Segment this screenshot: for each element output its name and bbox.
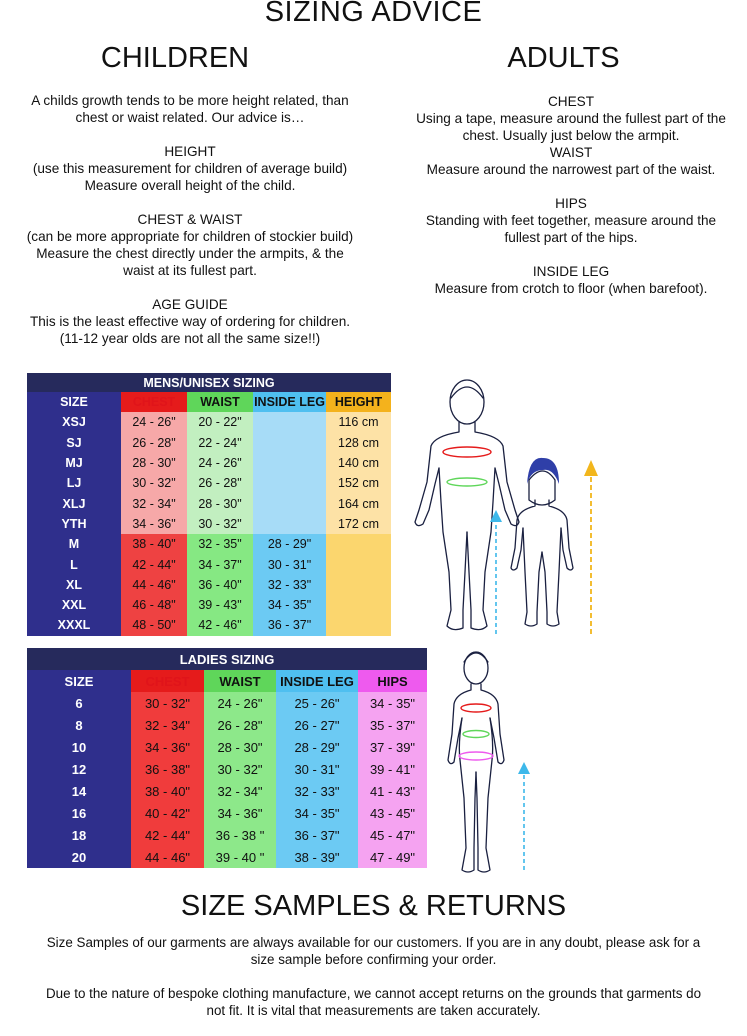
col-header-waist: WAIST [204, 670, 276, 692]
table-cell: M [27, 534, 121, 554]
table-row [27, 714, 427, 736]
table-cell: 24 - 26" [121, 412, 187, 432]
table-cell [253, 433, 326, 453]
table-cell: 28 - 29" [276, 736, 358, 758]
table-cell: 140 cm [326, 453, 391, 473]
table-row [27, 802, 427, 824]
table-cell: 26 - 27" [276, 714, 358, 736]
table-cell: 28 - 29" [253, 534, 326, 554]
table-cell: 26 - 28" [187, 473, 253, 493]
table-cell: 32 - 33" [253, 575, 326, 595]
table-cell: 32 - 33" [276, 780, 358, 802]
table-cell: XXXL [27, 615, 121, 635]
table-row [27, 554, 391, 574]
table-row [27, 736, 427, 758]
returns-line: size sample before confirming your order. [250, 952, 497, 967]
table-row [27, 758, 427, 780]
col-header-chest: CHEST [121, 392, 187, 412]
mens-table-caption: MENS/UNISEX SIZING [27, 373, 391, 392]
table-cell: 42 - 44" [121, 554, 187, 574]
table-row [27, 412, 391, 432]
table-cell: 46 - 48" [121, 595, 187, 615]
table-row [27, 615, 391, 635]
table-cell: 30 - 32" [131, 692, 204, 714]
adult-and-child-figure-illustration [405, 372, 605, 640]
table-row [27, 473, 391, 493]
section-line: Measure from crotch to floor (when barefoot). [434, 281, 708, 296]
table-cell [326, 575, 391, 595]
col-header-size: SIZE [27, 670, 131, 692]
table-row [27, 780, 427, 802]
table-row [27, 493, 391, 513]
returns-heading: SIZE SAMPLES & RETURNS [180, 890, 567, 922]
section-heading: CHEST & WAIST [137, 212, 243, 227]
adults-inside-leg-section [395, 263, 747, 297]
table-row [27, 433, 391, 453]
table-cell: 39 - 43" [187, 595, 253, 615]
section-line: fullest part of the hips. [504, 230, 638, 245]
section-heading: CHEST [547, 94, 595, 109]
table-cell: 41 - 43" [358, 780, 427, 802]
table-cell: 20 [27, 846, 131, 868]
table-cell: 38 - 40" [131, 780, 204, 802]
table-cell: 24 - 26" [187, 453, 253, 473]
female-hips-ring-shape [459, 752, 493, 760]
table-cell: 35 - 37" [358, 714, 427, 736]
table-cell: 36 - 38" [131, 758, 204, 780]
table-cell: YTH [27, 514, 121, 534]
table-cell: XXL [27, 595, 121, 615]
table-cell: 34 - 35" [253, 595, 326, 615]
section-line: (can be more appropriate for children of stockier build) [26, 229, 354, 244]
table-cell: XLJ [27, 493, 121, 513]
table-cell: 36 - 37" [276, 824, 358, 846]
section-line: (11-12 year olds are not all the same size!!) [59, 331, 321, 346]
table-cell: 36 - 38 " [204, 824, 276, 846]
adults-advice [395, 93, 747, 297]
col-header-inside-leg: INSIDE LEG [253, 392, 326, 412]
table-cell: 32 - 34" [204, 780, 276, 802]
table-cell: 128 cm [326, 433, 391, 453]
table-row [27, 846, 427, 868]
table-cell: 39 - 40 " [204, 846, 276, 868]
table-row [27, 595, 391, 615]
table-cell: 44 - 46" [131, 846, 204, 868]
table-cell [253, 453, 326, 473]
table-cell: 26 - 28" [204, 714, 276, 736]
table-cell: 34 - 37" [187, 554, 253, 574]
table-cell: 116 cm [326, 412, 391, 432]
table-cell: 32 - 34" [121, 493, 187, 513]
table-row [27, 824, 427, 846]
table-row [27, 575, 391, 595]
table-cell [326, 534, 391, 554]
children-chest-waist-section [0, 211, 380, 279]
returns-text [0, 934, 747, 1036]
returns-line: not fit. It is vital that measurements are taken accurately. [206, 1003, 541, 1018]
table-cell: 14 [27, 780, 131, 802]
section-line: chest. Usually just below the armpit. [462, 128, 680, 143]
table-cell: 34 - 35" [358, 692, 427, 714]
table-cell: 30 - 32" [204, 758, 276, 780]
children-advice [0, 92, 380, 347]
table-cell: 42 - 46" [187, 615, 253, 635]
intro-line: chest or waist related. Our advice is… [75, 110, 305, 125]
table-cell: 10 [27, 736, 131, 758]
table-cell: 44 - 46" [121, 575, 187, 595]
table-cell: XSJ [27, 412, 121, 432]
table-cell: 47 - 49" [358, 846, 427, 868]
table-cell: 38 - 40" [121, 534, 187, 554]
mens-sizing-table [27, 373, 391, 636]
table-cell: 32 - 35" [187, 534, 253, 554]
adults-heading: ADULTS [507, 42, 620, 74]
table-cell: 16 [27, 802, 131, 824]
female-figure-illustration [440, 648, 540, 878]
table-cell: 8 [27, 714, 131, 736]
table-cell: 12 [27, 758, 131, 780]
children-height-section [0, 143, 380, 194]
table-cell: 30 - 32" [121, 473, 187, 493]
section-heading: AGE GUIDE [152, 297, 228, 312]
ladies-sizing-table [27, 648, 427, 868]
adults-chest-section [395, 93, 747, 144]
returns-line: Size Samples of our garments are always available for our customers. If you are in any doubt, please ask for a [46, 935, 701, 950]
table-cell: 30 - 32" [187, 514, 253, 534]
section-line: Measure overall height of the child. [84, 178, 296, 193]
table-cell: 32 - 34" [131, 714, 204, 736]
section-line: waist at its fullest part. [123, 263, 257, 278]
col-header-height: HEIGHT [326, 392, 391, 412]
returns-paragraph [0, 985, 747, 1019]
female-inside-leg-arrow-head [518, 762, 530, 774]
col-header-hips: HIPS [358, 670, 427, 692]
table-cell [253, 473, 326, 493]
table-cell: 28 - 30" [187, 493, 253, 513]
ladies-table-body [27, 692, 427, 868]
table-cell: 39 - 41" [358, 758, 427, 780]
table-cell: 25 - 26" [276, 692, 358, 714]
section-heading: HEIGHT [164, 144, 216, 159]
intro-line: A childs growth tends to be more height related, than [31, 93, 349, 108]
table-cell [326, 595, 391, 615]
returns-paragraph [0, 934, 747, 968]
table-row [27, 453, 391, 473]
table-cell: 30 - 31" [276, 758, 358, 780]
adults-hips-section [395, 195, 747, 246]
table-cell: 164 cm [326, 493, 391, 513]
table-cell: 28 - 30" [204, 736, 276, 758]
section-heading: INSIDE LEG [532, 264, 610, 279]
table-cell: 172 cm [326, 514, 391, 534]
table-cell: 37 - 39" [358, 736, 427, 758]
table-cell: 34 - 35" [276, 802, 358, 824]
table-cell: 40 - 42" [131, 802, 204, 824]
children-intro [0, 92, 380, 126]
table-cell: 24 - 26" [204, 692, 276, 714]
table-cell: 20 - 22" [187, 412, 253, 432]
table-cell: 42 - 44" [131, 824, 204, 846]
table-cell: 38 - 39" [276, 846, 358, 868]
section-line: Measure the chest directly under the armpits, & the [36, 246, 344, 261]
table-cell [326, 615, 391, 635]
adults-waist-section [395, 144, 747, 178]
table-cell: 22 - 24" [187, 433, 253, 453]
table-row [27, 692, 427, 714]
section-heading: HIPS [555, 196, 587, 211]
table-cell: LJ [27, 473, 121, 493]
table-cell: 36 - 37" [253, 615, 326, 635]
table-cell: 34 - 36" [131, 736, 204, 758]
col-header-waist: WAIST [187, 392, 253, 412]
chest-ring-shape [443, 447, 491, 457]
table-cell: 18 [27, 824, 131, 846]
table-cell [326, 554, 391, 574]
table-cell: 26 - 28" [121, 433, 187, 453]
table-cell: 36 - 40" [187, 575, 253, 595]
table-cell: MJ [27, 453, 121, 473]
table-cell: SJ [27, 433, 121, 453]
table-cell: 45 - 47" [358, 824, 427, 846]
section-line: This is the least effective way of ordering for children. [29, 314, 351, 329]
table-cell: 34 - 36" [204, 802, 276, 824]
col-header-inside-leg: INSIDE LEG [276, 670, 358, 692]
table-cell [253, 514, 326, 534]
ladies-table-caption: LADIES SIZING [27, 648, 427, 670]
col-header-chest: CHEST [131, 670, 204, 692]
table-cell [253, 412, 326, 432]
table-cell: 6 [27, 692, 131, 714]
table-cell: L [27, 554, 121, 574]
table-cell: 30 - 31" [253, 554, 326, 574]
children-heading: CHILDREN [100, 42, 250, 74]
table-cell [253, 493, 326, 513]
table-row [27, 514, 391, 534]
female-chest-ring-shape [461, 704, 491, 712]
page-title: SIZING ADVICE [264, 0, 483, 28]
section-line: Using a tape, measure around the fullest part of the [416, 111, 726, 126]
waist-ring-shape [447, 478, 487, 486]
children-age-guide-section [0, 296, 380, 347]
section-line: Standing with feet together, measure around the [425, 213, 717, 228]
section-line: (use this measurement for children of average build) [32, 161, 348, 176]
section-heading: WAIST [549, 145, 593, 160]
table-cell: 48 - 50" [121, 615, 187, 635]
col-header-size: SIZE [27, 392, 121, 412]
table-row [27, 534, 391, 554]
height-arrow-head [584, 460, 598, 476]
mens-table-body [27, 412, 391, 635]
table-cell: XL [27, 575, 121, 595]
table-cell: 43 - 45" [358, 802, 427, 824]
table-cell: 28 - 30" [121, 453, 187, 473]
table-cell: 152 cm [326, 473, 391, 493]
returns-line: Due to the nature of bespoke clothing manufacture, we cannot accept returns on the grounds that garments do [45, 986, 702, 1001]
table-cell: 34 - 36" [121, 514, 187, 534]
female-waist-ring-shape [463, 731, 489, 738]
section-line: Measure around the narrowest part of the waist. [426, 162, 716, 177]
